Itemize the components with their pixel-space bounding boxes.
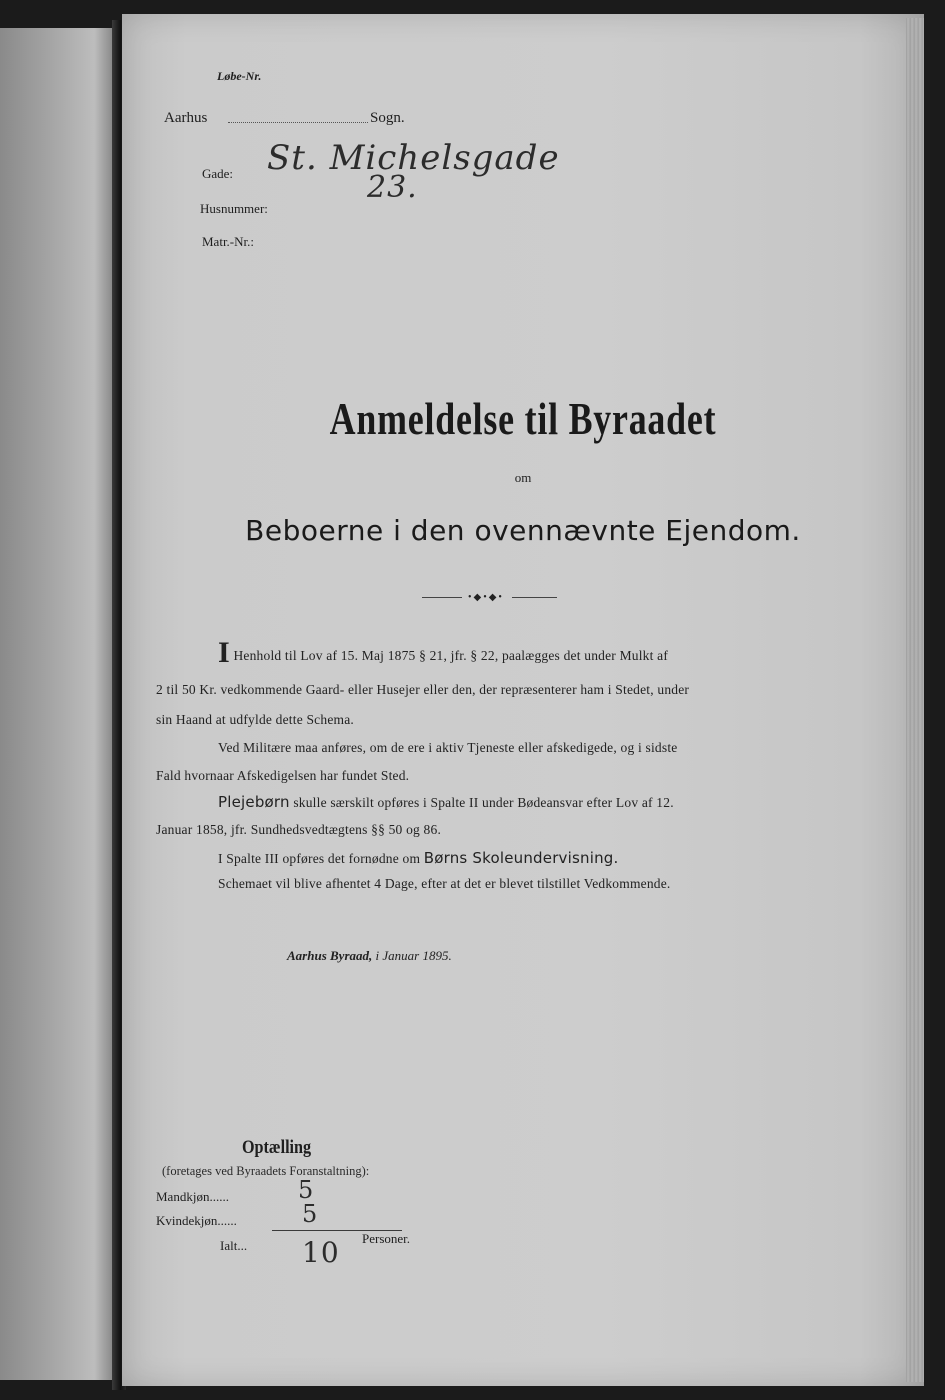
signature-place: Aarhus Byraad,	[287, 948, 373, 963]
ialt-label: Ialt...	[220, 1238, 248, 1253]
signature-date: i Januar 1895.	[375, 948, 452, 963]
paragraph-2-line-1: Ved Militære maa anføres, om de ere i aktiv Tjeneste eller afskedigede, og i sidste	[218, 740, 678, 755]
document-subtitle: Beboerne i den ovennævnte Ejendom.	[245, 514, 801, 547]
right-page-edge	[906, 18, 924, 1382]
kvindekjon-handwritten-value: 5	[302, 1200, 319, 1228]
paragraph-5: Schemaet vil blive afhentet 4 Dage, efter at det er blevet tilstillet Vedkommende.	[218, 876, 671, 891]
aarhus-dotted-line	[228, 122, 368, 123]
plejeborn-emphasis: Plejebørn	[218, 793, 290, 811]
title-connector: om	[514, 470, 532, 485]
paragraph-1-line-2: 2 til 50 Kr. vedkommende Gaard- eller Husejer eller den, der repræsenterer ham i Stedet, under	[156, 682, 690, 697]
document-title: Anmeldelse til Byraadet	[329, 393, 717, 444]
kvindekjon-label: Kvindekjøn......	[156, 1213, 237, 1228]
sogn-label: Sogn.	[370, 110, 405, 126]
paragraph-1-line-1	[218, 636, 669, 670]
paragraph-1-text-1: Henhold til Lov af 15. Maj 1875 § 21, jfr. § 22, paalægges det under Mulkt af	[233, 648, 669, 663]
ialt-handwritten-value: 10	[302, 1236, 340, 1269]
aarhus-label: Aarhus	[164, 110, 208, 126]
matr-nr-label: Matr.-Nr.:	[202, 234, 254, 249]
mandkjon-label: Mandkjøn......	[156, 1189, 229, 1204]
paragraph-2-line-2: Fald hvornaar Afskedigelsen har fundet Sted.	[156, 768, 410, 783]
drop-initial: I	[218, 636, 230, 669]
document-page	[122, 14, 924, 1386]
paragraph-3-line-2: Januar 1858, jfr. Sundhedsvedtægtens §§ 50 og 86.	[156, 822, 442, 837]
paragraph-1-line-3: sin Haand at udfylde dette Schema.	[156, 712, 354, 727]
paragraph-4-text: I Spalte III opføres det fornødne om	[218, 851, 421, 866]
optaelling-title: Optælling	[242, 1137, 312, 1158]
born-skoleundervisning-emphasis: Børns Skoleundervisning.	[423, 849, 619, 867]
gade-label: Gade:	[202, 166, 234, 181]
husnummer-label: Husnummer:	[200, 201, 268, 216]
gade-handwritten-value: St. Michelsgade	[267, 138, 560, 178]
left-page-edge	[0, 28, 118, 1380]
paragraph-4	[218, 844, 619, 873]
mandkjon-handwritten-value: 5	[298, 1176, 315, 1204]
personer-label: Personer.	[362, 1231, 411, 1246]
signature-line	[287, 948, 452, 964]
paragraph-3-text-1: skulle særskilt opføres i Spalte II under Bødeansvar efter Lov af 12.	[293, 795, 674, 810]
optaelling-subtitle: (foretages ved Byraadets Foranstaltning):	[162, 1164, 370, 1178]
husnummer-handwritten-value: 23.	[367, 170, 418, 205]
ornament-divider: •◆•◆•	[422, 592, 557, 604]
paragraph-3-line-1	[218, 788, 674, 817]
lobe-nr-label: Løbe-Nr.	[217, 69, 262, 83]
